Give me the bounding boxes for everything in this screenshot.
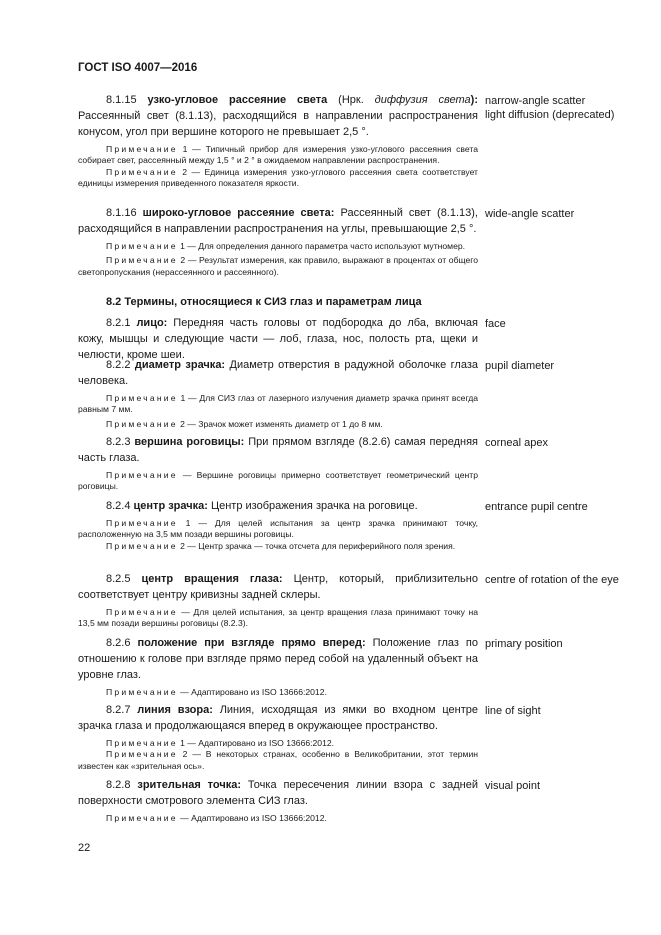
document-header: ГОСТ ISO 4007—2016 <box>78 62 198 74</box>
english-term: primary position <box>485 638 563 650</box>
note-label: Примечание <box>106 255 178 266</box>
note <box>78 470 478 493</box>
note-text: 2 — Зрачок может изменять диаметр от 1 до 8 мм. <box>177 418 383 429</box>
definition-text: Точка пересечения линии взора с задней поверхности смотрового элемента СИЗ глаз. <box>78 779 478 807</box>
note-text: 1 — Для определения данного параметра часто используют мутномер. <box>177 241 466 251</box>
term: центр вращения глаза: <box>141 573 283 585</box>
entry-8-2-2 <box>78 357 478 430</box>
note <box>78 241 478 252</box>
note <box>78 813 478 824</box>
note-label: Примечание <box>106 241 178 251</box>
definition-text: Передняя часть головы от подбородка до лба, включая кожу, мышцы и следующие части — лоб, глаза, нос, полость рта, щеки и челюсти, кроме шеи. <box>78 317 478 361</box>
note-text: 2 — Единица измерения узко-углового рассеяния света соответствует единицы измерения приведенного показателя яркости. <box>78 166 478 188</box>
definition-text: Линия, исходящая из ямки во входном центре зрачка глаза и продолжающаяся вперед в окружающее пространство. <box>78 704 478 732</box>
definition-text: Центр, который, приблизительно соответствует центру кривизны задней склеры. <box>78 573 478 601</box>
definition <box>78 777 478 809</box>
entry-8-2-7 <box>78 702 478 772</box>
page-number: 22 <box>78 842 91 854</box>
definition <box>78 434 478 466</box>
term: центр зрачка: <box>133 500 208 512</box>
entry-8-2-3 <box>78 434 478 493</box>
note-label: Примечание <box>106 749 178 760</box>
note <box>78 255 478 278</box>
definition-text: Рассеянный свет (8.1.13), расходящийся в направлении распространения конусом, угол при вершине которого не превышает 2,5 °. <box>78 110 478 138</box>
section-heading: 8.2 Термины, относящиеся к СИЗ глаз и параметрам лица <box>106 296 422 308</box>
definition <box>78 498 478 514</box>
term-number: 8.2.5 <box>106 573 142 585</box>
term-number: 8.2.3 <box>106 436 135 448</box>
note-label: Примечание <box>106 540 178 551</box>
english-term: centre of rotation of the eye <box>485 574 619 586</box>
note-text: — Для целей испытания, за центр вращения глаза принимают точку на 13,5 мм позади вершины роговицы (8.2.3). <box>78 607 478 629</box>
english-term: line of sight <box>485 705 541 717</box>
note <box>78 607 478 630</box>
entry-8-2-1 <box>78 315 478 363</box>
note-label: Примечание <box>106 166 178 177</box>
definition-text: Центр изображения зрачка на роговице. <box>207 500 418 512</box>
deprecated-term: диффузия света <box>374 94 471 106</box>
note-label: Примечание <box>106 607 178 617</box>
definition-text: При прямом взгляде (8.2.6) самая передняя часть глаза. <box>78 436 478 464</box>
note <box>78 144 478 167</box>
note <box>78 687 478 698</box>
paren-open: (Нрк. <box>327 94 375 106</box>
note-text: 1 — Адаптировано из ISO 13666:2012. <box>177 738 335 748</box>
note <box>78 749 478 772</box>
note <box>78 167 478 190</box>
note <box>78 541 478 552</box>
term: широко-угловое рассеяние света: <box>142 207 335 219</box>
entry-8-1-16 <box>78 205 478 278</box>
english-term: entrance pupil centre <box>485 501 588 513</box>
entry-8-1-15 <box>78 92 478 189</box>
term-number: 8.2.1 <box>106 317 137 329</box>
definition <box>78 92 478 140</box>
note-label: Примечание <box>106 518 178 528</box>
note-text: 2 — Результат измерения, как правило, выражают в процентах от общего светопропускания (нерассеянного и рассеянного). <box>78 255 478 277</box>
term-number: 8.2.7 <box>106 704 138 716</box>
note-text: — Адаптировано из ISO 13666:2012. <box>177 687 327 697</box>
term: линия взора: <box>137 704 213 716</box>
note-label: Примечание <box>106 813 178 823</box>
note-text: 1 — Для СИЗ глаз от лазерного излучения диаметр зрачка принят всегда равным 7 мм. <box>78 393 478 415</box>
term: положение при взгляде прямо вперед: <box>137 637 366 649</box>
term-number: 8.2.4 <box>106 500 134 512</box>
note <box>78 518 478 541</box>
english-term-2: light diffusion (deprecated) <box>485 109 615 121</box>
note-text: 2 — Центр зрачка — точка отсчета для периферийного поля зрения. <box>177 540 456 551</box>
definition-text: Диаметр отверстия в радужной оболочке глаза человека. <box>78 359 478 387</box>
note-label: Примечание <box>106 418 178 429</box>
entry-8-2-4 <box>78 498 478 552</box>
entry-8-2-8 <box>78 777 478 824</box>
definition <box>78 571 478 603</box>
note <box>78 393 478 416</box>
term-number: 8.1.16 <box>106 207 143 219</box>
definition <box>78 315 478 363</box>
english-term: visual point <box>485 780 541 792</box>
term: лицо: <box>136 317 168 329</box>
english-term: face <box>485 318 506 330</box>
term-number: 8.2.2 <box>106 359 135 371</box>
term: зрительная точка: <box>137 779 242 791</box>
term-number: 8.2.6 <box>106 637 138 649</box>
term-number: 8.2.8 <box>106 779 138 791</box>
english-term <box>485 94 635 122</box>
note <box>78 419 478 430</box>
note-label: Примечание <box>106 393 178 403</box>
definition <box>78 702 478 734</box>
english-term: wide-angle scatter <box>485 208 575 220</box>
paren-close: ): <box>470 94 478 106</box>
term-number: 8.1.15 <box>106 94 148 106</box>
entry-8-2-6 <box>78 635 478 698</box>
definition <box>78 635 478 683</box>
note-label: Примечание <box>106 144 178 154</box>
note-text: 2 — В некоторых странах, особенно в Великобритании, этот термин известен как «зрительная ось». <box>78 749 478 771</box>
note <box>78 738 478 749</box>
section-heading-wrap <box>78 294 478 310</box>
term: вершина роговицы: <box>134 436 245 448</box>
note-label: Примечание <box>106 470 178 480</box>
note-text: — Адаптировано из ISO 13666:2012. <box>177 813 327 823</box>
note-label: Примечание <box>106 687 178 697</box>
term: диаметр зрачка: <box>134 359 226 371</box>
entry-8-2-5 <box>78 571 478 630</box>
note-text: — Вершине роговицы примерно соответствует геометрический центр роговицы. <box>78 470 478 492</box>
note-text: 1 — Типичный прибор для измерения узко-углового рассеяния света собирает свет, рассеянный между 1,5 ° и 2 ° в ожидаемом направлении распространения. <box>78 144 478 166</box>
definition-text: Рассеянный свет (8.1.13), расходящийся в направлении распространения на углы, превышающие 2,5 °. <box>78 207 478 235</box>
english-term: corneal apex <box>485 437 548 449</box>
term: узко-угловое рассеяние света <box>147 94 328 106</box>
definition-text: Положение глаз по отношению к голове при взгляде прямо перед собой на удаленный объект на уровне глаз. <box>78 637 478 681</box>
english-term-1: narrow-angle scatter <box>485 95 586 107</box>
english-term: pupil diameter <box>485 360 555 372</box>
definition <box>78 357 478 389</box>
definition <box>78 205 478 237</box>
note-text: 1 — Для целей испытания за центр зрачка принимают точку, расположенную на 3,5 мм позади вершины роговицы. <box>78 518 478 540</box>
note-label: Примечание <box>106 738 178 748</box>
